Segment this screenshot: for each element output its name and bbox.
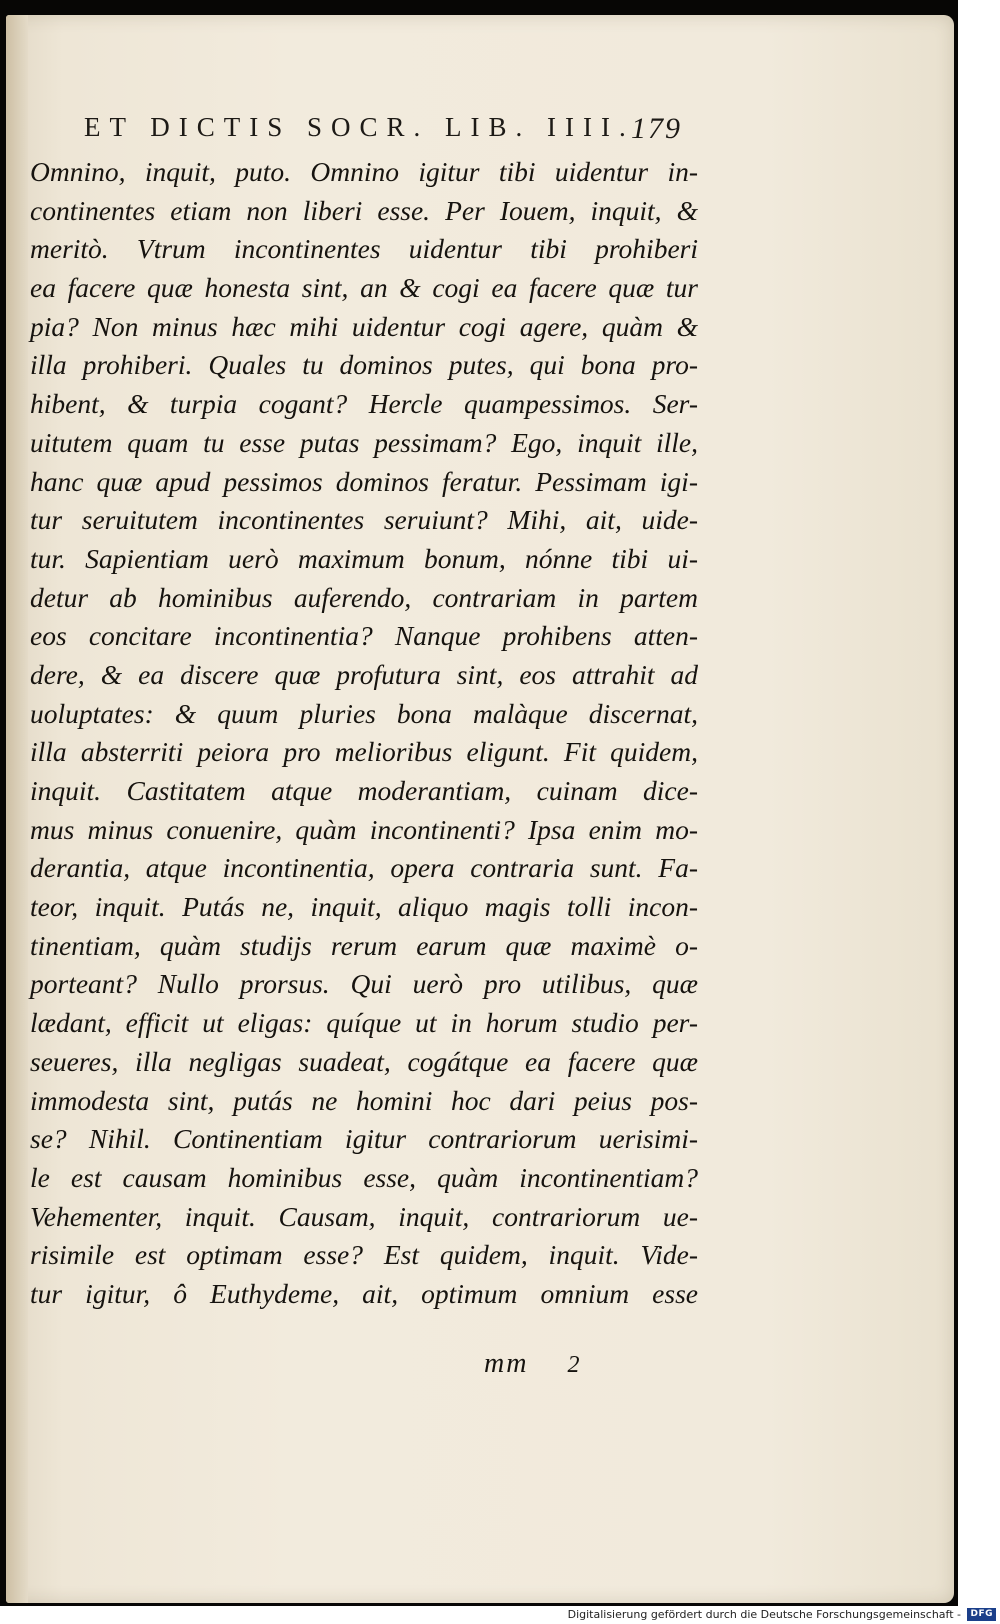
text-line: illa prohiberi. Quales tu dominos putes, qui bona pro- xyxy=(30,349,698,381)
text-line: illa absterriti peiora pro melioribus eligunt. Fit quidem, xyxy=(30,736,698,768)
text-line: Omnino, inquit, puto. Omnino igitur tibi uidentur in- xyxy=(30,156,698,187)
page-number: 179 xyxy=(631,112,682,145)
text-line: ea facere quæ honesta sint, an & cogi ea facere quæ tur xyxy=(30,272,698,304)
text-line: tur seruitutem incontinentes seruiunt? Mihi, ait, uide- xyxy=(30,504,698,536)
signature-mark xyxy=(484,1348,596,1380)
text-line: lædant, efficit ut eligas: quíque ut in horum studio per- xyxy=(30,1007,698,1039)
text-line: hibent, & turpia cogant? Hercle quampessimos. Ser- xyxy=(30,388,698,420)
running-head-title: ET DICTIS SOCR. LIB. IIII. xyxy=(84,112,635,142)
text-line: derantia, atque incontinentia, opera contraria sunt. Fa- xyxy=(30,852,698,884)
text-line: Vehementer, inquit. Causam, inquit, contrariorum ue- xyxy=(30,1200,698,1232)
text-line: dere, & ea discere quæ profutura sint, eos attrahit ad xyxy=(30,658,698,690)
text-line: seueres, illa negligas suadeat, cogátque ea facere quæ xyxy=(30,1045,698,1077)
text-line: inquit. Castitatem atque moderantiam, cuinam dice- xyxy=(30,775,698,806)
text-line: meritò. Vtrum incontinentes uidentur tibi prohiberi xyxy=(30,233,698,265)
dfg-logo-icon: DFG xyxy=(967,1608,996,1621)
text-line: porteant? Nullo prorsus. Qui uerò pro utilibus, quæ xyxy=(30,968,698,1000)
text-line: continentes etiam non liberi esse. Per Iouem, inquit, & xyxy=(30,194,698,226)
body-text xyxy=(30,153,698,1314)
signature-number: 2 xyxy=(567,1352,582,1378)
text-line: se? Nihil. Continentiam igitur contrariorum uerisimi- xyxy=(30,1123,698,1155)
text-line: pia? Non minus hæc mihi uidentur cogi agere, quàm & xyxy=(30,310,698,342)
text-line: le est causam hominibus esse, quàm incontinentiam? xyxy=(30,1161,698,1193)
text-line: detur ab hominibus auferendo, contrariam in partem xyxy=(30,581,698,613)
text-line: uoluptates: & quum pluries bona malàque discernat, xyxy=(30,697,698,729)
text-line: tinentiam, quàm studijs rerum earum quæ maximè o- xyxy=(30,929,698,961)
text-line: eos concitare incontinentia? Nanque prohibens atten- xyxy=(30,620,698,652)
text-line: tur igitur, ô Euthydeme, ait, optimum omnium esse xyxy=(30,1277,698,1309)
text-line: risimile est optimam esse? Est quidem, inquit. Vide- xyxy=(30,1239,698,1271)
text-line: uitutem quam tu esse putas pessimam? Ego, inquit ille, xyxy=(30,426,698,458)
page-gutter xyxy=(6,15,28,1603)
text-line: teor, inquit. Putás ne, inquit, aliquo magis tolli incon- xyxy=(30,891,698,923)
text-line: immodesta sint, putás ne homini hoc dari peius pos- xyxy=(30,1084,698,1116)
text-line: hanc quæ apud pessimos dominos feratur. Pessimam igi- xyxy=(30,465,698,497)
funding-footer xyxy=(568,1608,996,1622)
text-line: mus minus conuenire, quàm incontinenti? Ipsa enim mo- xyxy=(30,813,698,845)
signature-letters: mm xyxy=(484,1348,529,1379)
text-line: tur. Sapientiam uerò maximum bonum, nónne tibi ui- xyxy=(30,542,698,574)
funding-credit: Digitalisierung gefördert durch die Deutsche Forschungsgemeinschaft - xyxy=(567,1608,961,1621)
running-head xyxy=(84,112,682,148)
